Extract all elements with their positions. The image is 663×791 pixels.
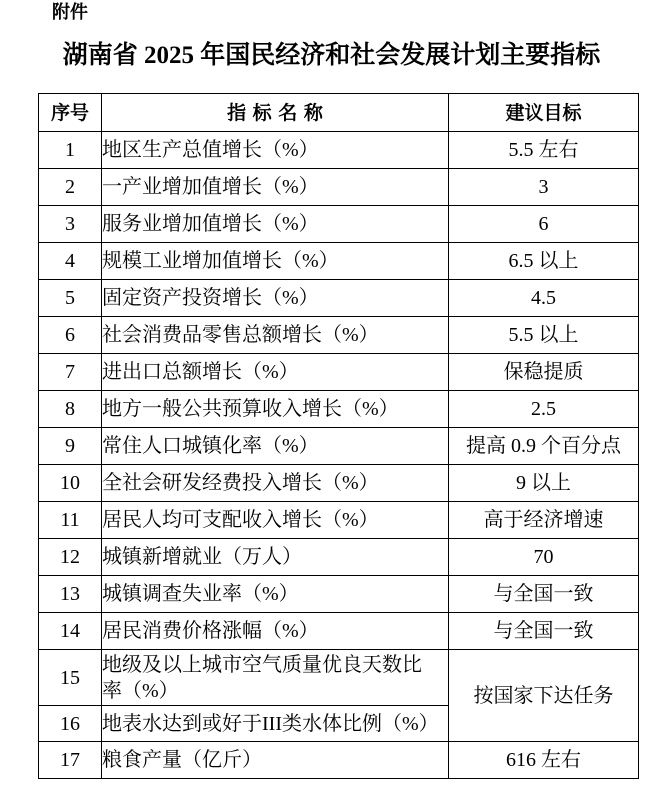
header-number: 序号 bbox=[39, 94, 102, 132]
row-number: 17 bbox=[39, 742, 102, 779]
table-row bbox=[39, 465, 639, 502]
target-value: 5.5 左右 bbox=[449, 132, 639, 169]
row-number: 14 bbox=[39, 613, 102, 650]
row-number: 1 bbox=[39, 132, 102, 169]
target-value: 5.5 以上 bbox=[449, 317, 639, 354]
row-number: 8 bbox=[39, 391, 102, 428]
indicator-name: 地区生产总值增长（%） bbox=[102, 132, 449, 169]
indicator-name: 常住人口城镇化率（%） bbox=[102, 428, 449, 465]
target-value: 616 左右 bbox=[449, 742, 639, 779]
row-number: 4 bbox=[39, 243, 102, 280]
indicator-name: 规模工业增加值增长（%） bbox=[102, 243, 449, 280]
indicator-name: 城镇新增就业（万人） bbox=[102, 539, 449, 576]
target-value: 3 bbox=[449, 169, 639, 206]
target-value: 提高 0.9 个百分点 bbox=[449, 428, 639, 465]
indicator-name: 居民消费价格涨幅（%） bbox=[102, 613, 449, 650]
table-row bbox=[39, 169, 639, 206]
table-row bbox=[39, 391, 639, 428]
row-number: 2 bbox=[39, 169, 102, 206]
indicator-name: 服务业增加值增长（%） bbox=[102, 206, 449, 243]
indicator-name: 进出口总额增长（%） bbox=[102, 354, 449, 391]
indicator-name-cell bbox=[102, 650, 449, 706]
row-number: 10 bbox=[39, 465, 102, 502]
table-row bbox=[39, 576, 639, 613]
row-number: 5 bbox=[39, 280, 102, 317]
table-row bbox=[39, 317, 639, 354]
target-value: 2.5 bbox=[449, 391, 639, 428]
row-number: 11 bbox=[39, 502, 102, 539]
header-target: 建议目标 bbox=[449, 94, 639, 132]
target-value: 与全国一致 bbox=[449, 576, 639, 613]
merged-target-value: 按国家下达任务 bbox=[449, 650, 639, 742]
indicator-name: 固定资产投资增长（%） bbox=[102, 280, 449, 317]
table-row bbox=[39, 428, 639, 465]
row-number: 13 bbox=[39, 576, 102, 613]
row-number: 7 bbox=[39, 354, 102, 391]
table-row bbox=[39, 613, 639, 650]
row-number: 16 bbox=[39, 706, 102, 742]
indicator-name: 城镇调查失业率（%） bbox=[102, 576, 449, 613]
table-row bbox=[39, 206, 639, 243]
target-value: 70 bbox=[449, 539, 639, 576]
target-value: 与全国一致 bbox=[449, 613, 639, 650]
indicator-name: 全社会研发经费投入增长（%） bbox=[102, 465, 449, 502]
row-number: 3 bbox=[39, 206, 102, 243]
indicator-name: 地级及以上城市空气质量优良天数比率（%） bbox=[102, 653, 422, 702]
table-header-row bbox=[39, 94, 639, 132]
row-number: 15 bbox=[39, 650, 102, 706]
target-value: 保稳提质 bbox=[449, 354, 639, 391]
row-number: 12 bbox=[39, 539, 102, 576]
indicator-name: 地方一般公共预算收入增长（%） bbox=[102, 391, 449, 428]
indicator-table bbox=[38, 93, 639, 779]
table-row bbox=[39, 243, 639, 280]
indicator-name: 地表水达到或好于III类水体比例（%） bbox=[102, 706, 449, 742]
table-row bbox=[39, 742, 639, 779]
attachment-label: 附件 bbox=[52, 2, 88, 23]
page-title: 湖南省 2025 年国民经济和社会发展计划主要指标 bbox=[62, 42, 601, 69]
row-number: 6 bbox=[39, 317, 102, 354]
table-row bbox=[39, 502, 639, 539]
header-indicator-name: 指 标 名 称 bbox=[102, 94, 449, 132]
target-value: 6 bbox=[449, 206, 639, 243]
row-number: 9 bbox=[39, 428, 102, 465]
indicator-name: 一产业增加值增长（%） bbox=[102, 169, 449, 206]
target-value: 6.5 以上 bbox=[449, 243, 639, 280]
indicator-name: 社会消费品零售总额增长（%） bbox=[102, 317, 449, 354]
target-value: 4.5 bbox=[449, 280, 639, 317]
table-row bbox=[39, 354, 639, 391]
table-row bbox=[39, 539, 639, 576]
table-row bbox=[39, 650, 639, 706]
target-value: 9 以上 bbox=[449, 465, 639, 502]
table-row bbox=[39, 132, 639, 169]
indicator-name: 粮食产量（亿斤） bbox=[102, 742, 449, 779]
indicator-name: 居民人均可支配收入增长（%） bbox=[102, 502, 449, 539]
target-value: 高于经济增速 bbox=[449, 502, 639, 539]
table-row bbox=[39, 280, 639, 317]
